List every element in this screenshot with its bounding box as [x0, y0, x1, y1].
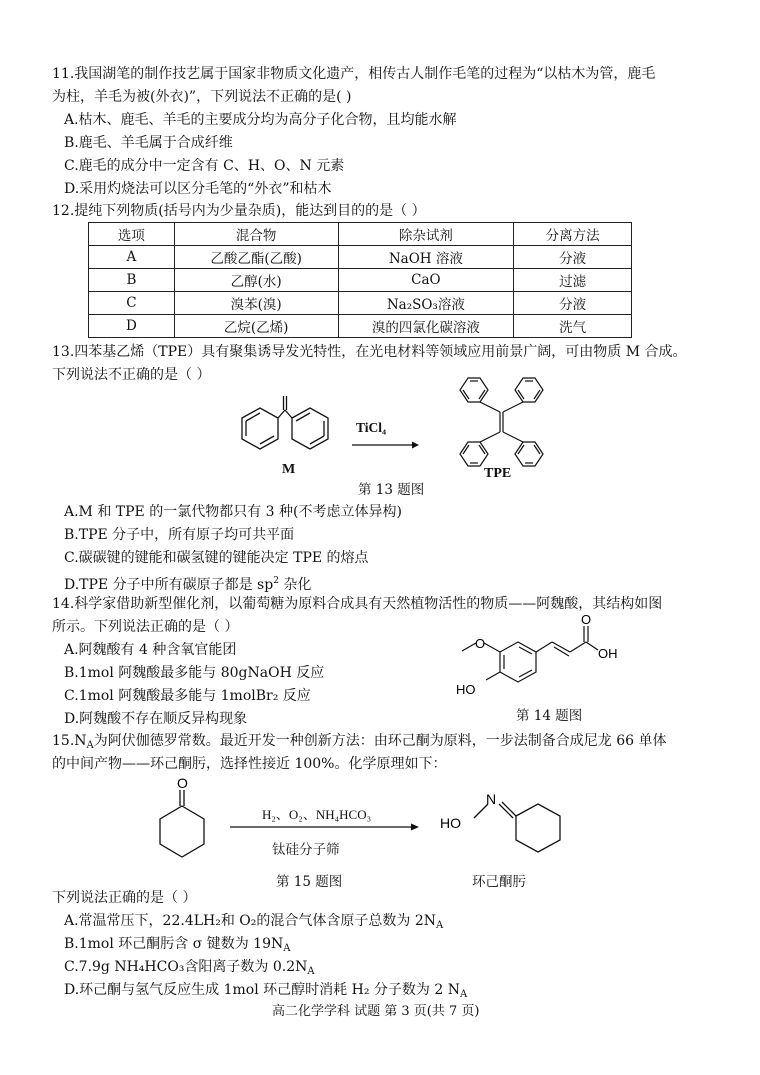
- table-header-cell: 除杂试剂: [338, 223, 514, 246]
- table-cell: 溴的四氯化碳溶液: [338, 315, 514, 338]
- table-cell: 分液: [514, 246, 632, 269]
- ketone-o-label: O: [177, 775, 188, 791]
- q15-option-a-text: A.常温常压下，22.4LH₂和 O₂的混合气体含原子总数为 2N: [64, 913, 436, 929]
- table-cell: 乙酸乙酯(乙酸): [174, 246, 338, 269]
- table-cell: A: [89, 246, 175, 269]
- table-row: [89, 292, 632, 315]
- oxime-n-label: N: [486, 791, 497, 807]
- q15-na: N: [74, 733, 87, 749]
- q15-option-a-sub: A: [436, 920, 444, 931]
- q12-table: [88, 222, 632, 338]
- q14-option-a: A.阿魏酸有 4 种含氧官能团: [64, 642, 237, 658]
- methoxy-o-label: O: [475, 636, 486, 651]
- label-m: M: [282, 462, 296, 477]
- q15-option-c-text: C.7.9g NH₄HCO₃含阳离子数为 0.2N: [64, 959, 308, 975]
- reaction-arrow-q15: [228, 822, 420, 832]
- q15-stem-text: 为阿伏伽德罗常数。最近开发一种创新方法：由环己酮为原料，一步法制备合成尼龙 66 单体: [93, 733, 667, 749]
- carboxyl-o-label: O: [581, 612, 592, 627]
- q15-stem-line2: 的中间产物——环己酮肟，选择性接近 100%。化学原理如下：: [52, 756, 447, 772]
- q15-ask: 下列说法正确的是（ ）: [52, 890, 197, 906]
- molecule-m-structure: [220, 388, 350, 468]
- label-tpe: TPE: [484, 466, 512, 481]
- molecule-tpe-structure: [438, 372, 578, 472]
- q15-option-b-text: B.1mol 环己酮肟含 σ 键数为 19N: [64, 936, 284, 952]
- q13-figure-caption: 第 13 题图: [358, 482, 425, 498]
- q15-number: 15.: [52, 733, 75, 749]
- q15-product-name: 环己酮肟: [472, 874, 526, 890]
- q14-stem-line2: 所示。下列说法正确的是（ ）: [52, 619, 239, 635]
- table-cell: 过滤: [514, 269, 632, 292]
- q15-option-c-sub: A: [307, 966, 315, 977]
- table-cell: 分液: [514, 292, 632, 315]
- q13-option-d-text: D.TPE 分子中所有碳原子都是 sp: [64, 577, 274, 593]
- table-row: [89, 269, 632, 292]
- q11-option-a: A.枯木、鹿毛、羊毛的主要成分均为高分子化合物，且均能水解: [64, 112, 457, 128]
- q14-figure-caption: 第 14 题图: [516, 708, 583, 724]
- table-cell: 溴苯(溴): [174, 292, 338, 315]
- oxime-ho-label: HO: [440, 815, 461, 831]
- q15-option-c: [64, 957, 315, 982]
- table-cell: CaO: [338, 269, 514, 292]
- q15-reagents: H₂、O₂、NH₄HCO₃: [262, 807, 372, 822]
- table-row: [89, 315, 632, 338]
- q15-na-sub: A: [86, 740, 94, 751]
- q13-stem-line2: 下列说法不正确的是（ ）: [52, 367, 211, 383]
- cyclohexanone-oxime-structure: [436, 788, 576, 868]
- table-cell: 乙醇(水): [174, 269, 338, 292]
- q13-option-b: B.TPE 分子中，所有原子均可共平面: [64, 527, 295, 543]
- q14-option-b: B.1mol 阿魏酸最多能与 80gNaOH 反应: [64, 665, 325, 681]
- q11-option-d: D.采用灼烧法可以区分毛笔的“外衣”和枯木: [64, 181, 332, 197]
- q15-option-d-sub: A: [459, 989, 468, 1000]
- q14-stem-line1: 14.科学家借助新型催化剂，以葡萄糖为原料合成具有天然植物活性的物质——阿魏酸，其结构如图: [52, 596, 663, 612]
- q15-option-d-text: D.环己酮与氢气反应生成 1mol 环己醇时消耗 H₂ 分子数为 2 N: [64, 982, 460, 998]
- table-cell: C: [89, 292, 175, 315]
- table-cell: 洗气: [514, 315, 632, 338]
- table-cell: 乙烷(乙烯): [174, 315, 338, 338]
- q11-option-b: B.鹿毛、羊毛属于合成纤维: [64, 135, 233, 151]
- page-footer: 高二化学学科 试题 第 3 页(共 7 页): [272, 1004, 480, 1019]
- q15-option-a: [64, 911, 443, 936]
- cyclohexanone-structure: [150, 776, 220, 866]
- q11-stem-line2: 为柱，羊毛为被(外衣)”，下列说法不正确的是( ): [52, 89, 352, 105]
- q11-stem-line1: 11.我国湖笔的制作技艺属于国家非物质文化遗产，相传古人制作毛笔的过程为“以枯木为管，鹿毛: [52, 66, 656, 82]
- table-header-cell: 混合物: [174, 223, 338, 246]
- table-cell: NaOH 溶液: [338, 246, 514, 269]
- q13-option-d: [64, 571, 311, 595]
- q15-option-b-sub: A: [283, 943, 291, 954]
- table-cell: Na₂SO₃溶液: [338, 292, 514, 315]
- table-header-cell: 选项: [89, 223, 175, 246]
- q13-option-c: C.碳碳键的键能和碳氢键的键能决定 TPE 的熔点: [64, 550, 369, 566]
- table-cell: B: [89, 269, 175, 292]
- q15-catalyst: 钛硅分子筛: [272, 842, 340, 858]
- q15-stem-line1: [52, 731, 666, 756]
- q13-option-d-suffix: 杂化: [278, 577, 312, 593]
- table-header-cell: 分离方法: [514, 223, 632, 246]
- q14-option-d: D.阿魏酸不存在顺反异构现象: [64, 711, 248, 727]
- q12-stem: 12.提纯下列物质(括号内为少量杂质)，能达到目的的是（ ）: [52, 203, 426, 219]
- reagent-ticl4: TiCl₄: [356, 420, 387, 435]
- q15-option-b: [64, 934, 290, 959]
- q11-option-c: C.鹿毛的成分中一定含有 C、H、O、N 元素: [64, 158, 345, 174]
- phenol-ho-label: HO: [456, 682, 476, 697]
- table-row: [89, 246, 632, 269]
- q13-option-d-sup: 2: [273, 576, 279, 586]
- q13-stem-line1: 13.四苯基乙烯（TPE）具有聚集诱导发光特性，在光电材料等领域应用前景广阔，可由物质 M 合成。: [52, 344, 687, 360]
- table-header-row: [89, 223, 632, 246]
- q14-option-c: C.1mol 阿魏酸最多能与 1molBr₂ 反应: [64, 688, 311, 704]
- ferulic-acid-structure: [446, 612, 646, 702]
- q15-figure-caption: 第 15 题图: [276, 874, 343, 890]
- table-cell: D: [89, 315, 175, 338]
- q13-option-a: A.M 和 TPE 的一氯代物都只有 3 种(不考虑立体异构): [64, 504, 402, 520]
- carboxyl-oh-label: OH: [598, 646, 618, 661]
- reaction-arrow-q13: [350, 440, 420, 450]
